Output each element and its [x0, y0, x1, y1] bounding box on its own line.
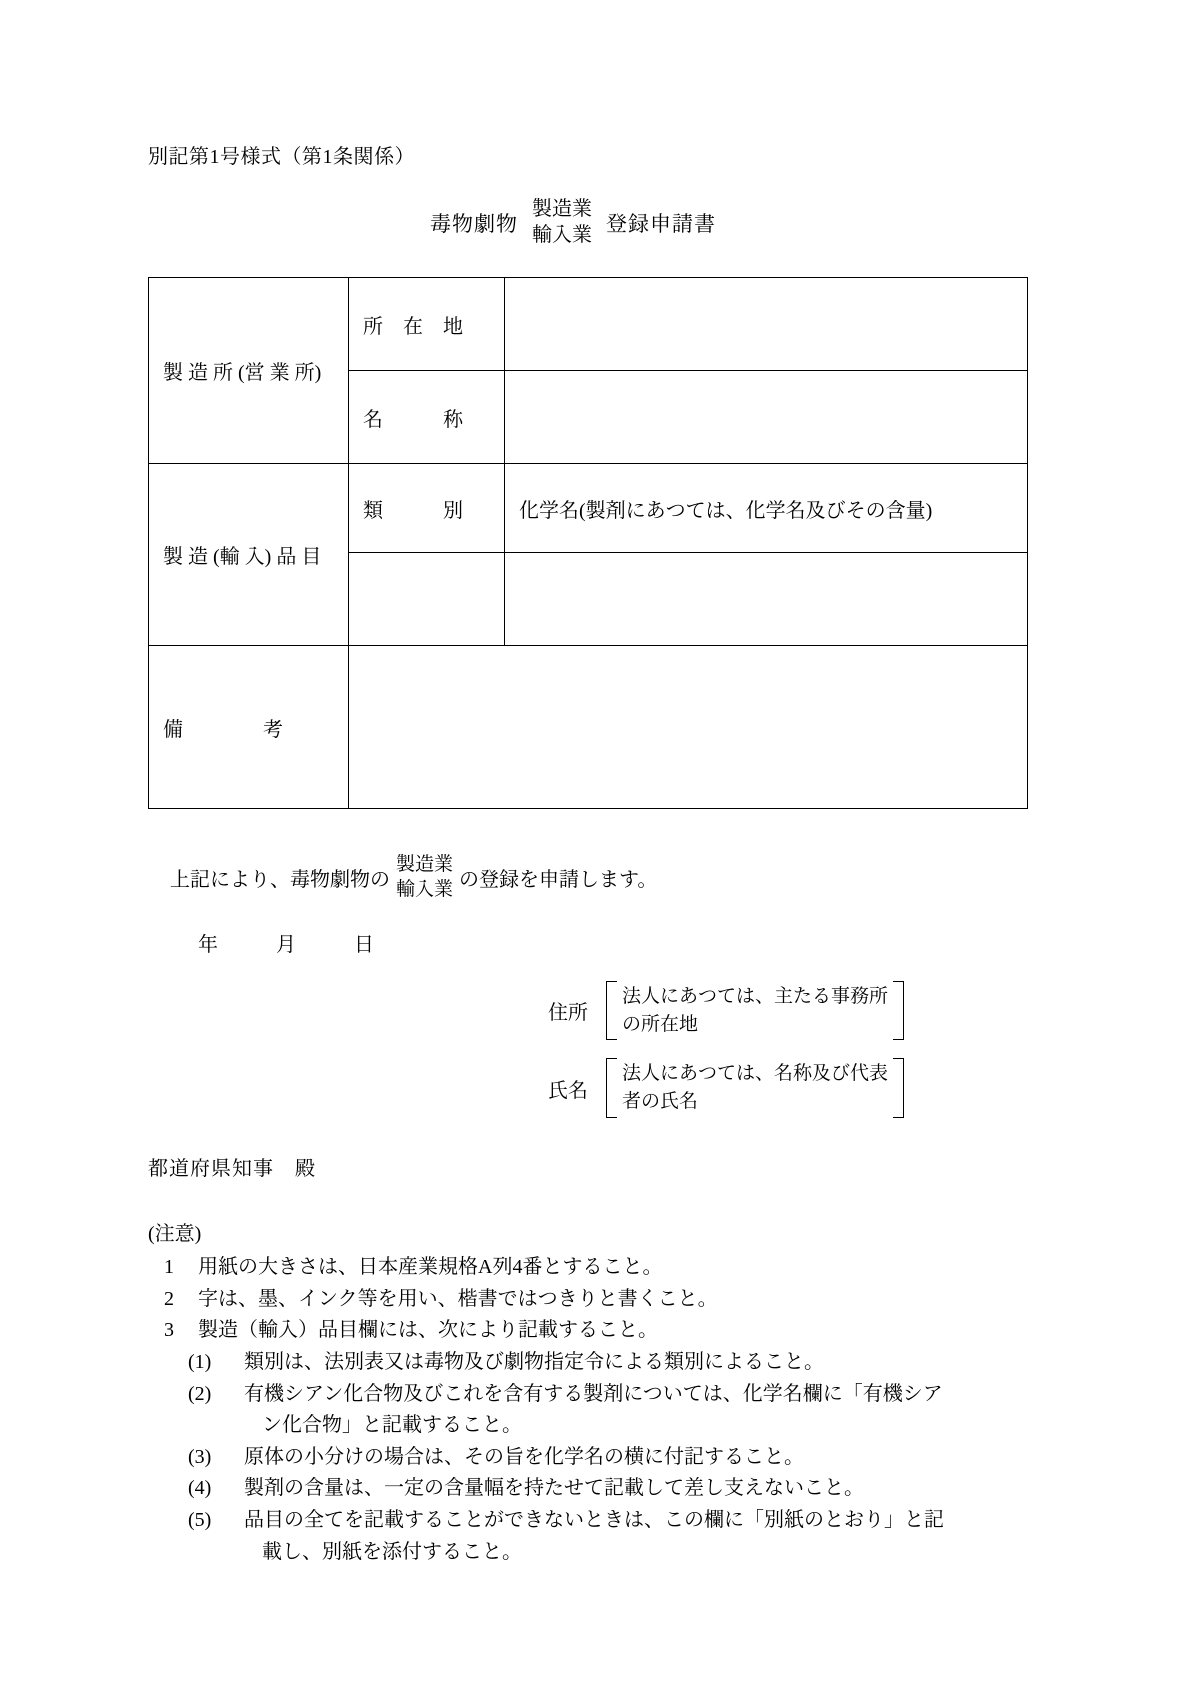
- note-subitem-number: (2): [188, 1382, 212, 1405]
- note-text: 字は、墨、インク等を用い、楷書ではつきりと書くこと。: [198, 1287, 718, 1310]
- note-subitem-line-2: 載し、別紙を添付すること。: [262, 1540, 522, 1563]
- note-subitem-text: [244, 1442, 1028, 1474]
- note-subitem: [188, 1442, 1028, 1474]
- date-day: 日: [354, 934, 376, 957]
- chemical-name-value-cell[interactable]: [505, 553, 1028, 646]
- note-subitem: [188, 1505, 1028, 1568]
- form-title-main: 毒物劇物: [430, 212, 518, 236]
- note-subitem-line-2: ン化合物」と記載すること。: [262, 1414, 522, 1437]
- notes-section: [148, 1219, 1028, 1569]
- declaration-suffix: の登録を申請します。: [459, 869, 658, 892]
- form-title-business-types: [532, 197, 592, 248]
- note-number: 2: [164, 1287, 174, 1310]
- location-label: 所 在 地: [363, 315, 463, 338]
- items-label-cell: [149, 464, 349, 646]
- note-subitem: [188, 1379, 1028, 1442]
- date-line[interactable]: [198, 928, 1028, 957]
- address-label: 住所: [548, 1002, 588, 1025]
- table-row: [149, 464, 1028, 553]
- note-subitem: [188, 1347, 1028, 1379]
- items-label: 製 造 (輸 入) 品 目: [163, 546, 322, 568]
- date-year: 年: [198, 934, 220, 957]
- form-number: 別記第1号様式（第1条関係）: [148, 146, 415, 168]
- notes-title: (注意): [148, 1222, 202, 1245]
- factory-label: 製 造 所 (営 業 所): [163, 362, 322, 384]
- name-label: 氏名: [548, 1079, 588, 1102]
- declaration-business-types: [396, 853, 453, 902]
- name-row: [548, 1058, 968, 1117]
- address-note-bracket: [606, 981, 904, 1040]
- note-item: [164, 1284, 1028, 1316]
- note-subitem-number: (5): [188, 1508, 212, 1531]
- address-note-line-1: 法人にあつては、主たる事務所: [622, 986, 889, 1008]
- name-label: 名 称: [363, 408, 463, 431]
- declaration-line: [170, 853, 1028, 902]
- note-text: 用紙の大きさは、日本産業規格A列4番とすること。: [198, 1256, 663, 1279]
- note-subitem-number: (3): [188, 1445, 212, 1468]
- note-number: 1: [164, 1256, 174, 1279]
- declaration-manufacturing: 製造業: [396, 854, 454, 875]
- name-note-line-1: 法人にあつては、名称及び代表: [622, 1063, 889, 1085]
- application-table: [148, 277, 1028, 809]
- note-subitem-line-1: 品目の全てを記載することができないときは、この欄に「別紙のとおり」と記: [244, 1508, 944, 1531]
- name-value-cell[interactable]: [505, 371, 1028, 464]
- note-subitem-number: (4): [188, 1477, 212, 1500]
- note-item: [164, 1252, 1028, 1284]
- form-title: [148, 191, 1028, 255]
- note-subitem: [188, 1473, 1028, 1505]
- note-subitem-line-1: 原体の小分けの場合は、その旨を化学名の横に付記すること。: [244, 1445, 804, 1468]
- address-note-line-2: の所在地: [622, 1013, 699, 1035]
- note-number: 3: [164, 1319, 174, 1342]
- address-row: [548, 981, 968, 1040]
- note-subitem-text: [244, 1347, 1028, 1379]
- note-item: [164, 1315, 1028, 1347]
- remarks-label: 備 考: [163, 718, 283, 741]
- note-subitem-text: [244, 1379, 1028, 1442]
- table-row: [149, 646, 1028, 809]
- note-subitem-text: [244, 1473, 1028, 1505]
- signature-block: [548, 981, 968, 1117]
- declaration-prefix: 上記により、毒物劇物の: [170, 869, 390, 892]
- remarks-value-cell[interactable]: [349, 646, 1028, 809]
- note-subitem-line-1: 有機シアン化合物及びこれを含有する製剤については、化学名欄に「有機シア: [244, 1382, 943, 1405]
- governor-addressee: 都道府県知事 殿: [148, 1157, 316, 1180]
- date-month: 月: [276, 934, 298, 957]
- note-subitem-line-1: 製剤の含量は、一定の含量幅を持たせて記載して差し支えないこと。: [244, 1477, 864, 1500]
- category-label: 類 別: [363, 499, 463, 522]
- name-note-line-2: 者の氏名: [622, 1091, 699, 1113]
- form-title-import: 輸入業: [532, 224, 592, 246]
- factory-label-cell: [149, 278, 349, 464]
- table-row: [149, 278, 1028, 371]
- location-value-cell[interactable]: [505, 278, 1028, 371]
- note-subitem-line-1: 類別は、法別表又は毒物及び劇物指定令による類別によること。: [244, 1350, 824, 1373]
- declaration-import: 輸入業: [396, 878, 454, 900]
- note-subitem-number: (1): [188, 1350, 212, 1373]
- form-title-manufacturing: 製造業: [532, 198, 592, 221]
- name-label-cell: [349, 371, 505, 464]
- location-label-cell: [349, 278, 505, 371]
- chemical-name-header-cell: 化学名(製剤にあつては、化学名及びその含量): [505, 464, 1028, 553]
- category-value-cell[interactable]: [349, 553, 505, 646]
- note-text: 製造（輸入）品目欄には、次により記載すること。: [198, 1319, 658, 1342]
- form-title-tail: 登録申請書: [606, 212, 716, 236]
- form-body: [148, 140, 1028, 1568]
- name-note-bracket: [606, 1058, 904, 1117]
- category-label-cell: [349, 464, 505, 553]
- note-subitem-text: [244, 1505, 1028, 1568]
- remarks-label-cell: [149, 646, 349, 809]
